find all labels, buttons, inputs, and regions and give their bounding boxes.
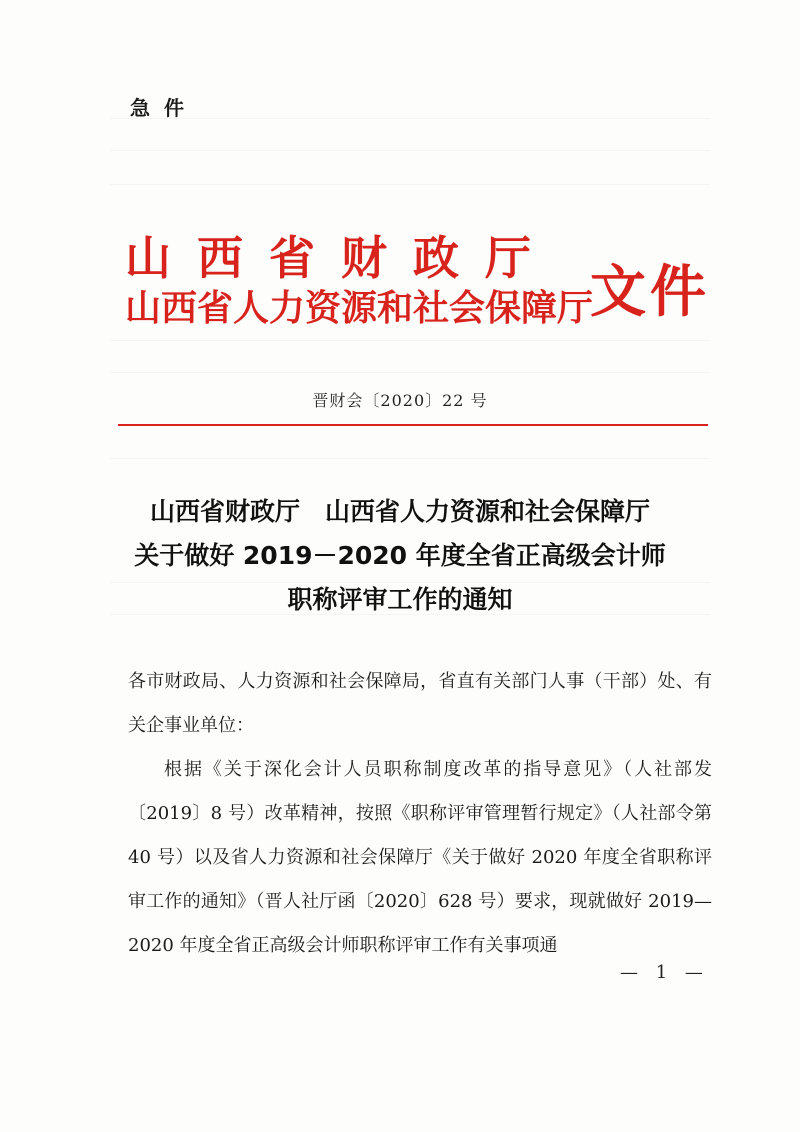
title-line-3: 职称评审工作的通知: [287, 585, 513, 614]
title-line-1: 山西省财政厅 山西省人力资源和社会保障厅: [149, 497, 650, 526]
bleed-through-line: [110, 184, 710, 185]
issuer-header: [125, 232, 593, 332]
bleed-through-line: [110, 150, 710, 151]
body-paragraph: 根据《关于深化会计人员职称制度改革的指导意见》（人社部发〔2019〕8 号）改革精神，按照《职称评审管理暂行规定》（人社部令第 40 号）以及省人力资源和社会保障厅《关于做好 2020 年度全省职称评审工作的通知》（晋人社厅函〔2020〕628 号）要求，现就做好 2019—2020 年度全省正高级会计师职称评审工作有关事项通: [128, 759, 712, 956]
page-number: — 1 —: [620, 962, 709, 983]
title-line-2: 关于做好 2019－2020 年度全省正高级会计师: [134, 541, 666, 570]
document-number: 晋财会〔2020〕22 号: [312, 391, 488, 410]
urgency-label: 急件: [130, 96, 198, 120]
bleed-through-line: [110, 118, 710, 119]
issuer-hr-dept: 山西省人力资源和社会保障厅: [125, 288, 594, 329]
document-title: [0, 490, 800, 622]
bleed-through-line: [110, 458, 710, 459]
salutation: 各市财政局、人力资源和社会保障局，省直有关部门人事（干部）处、有关企事业单位：: [128, 671, 712, 736]
document-body: [128, 660, 712, 968]
bleed-through-line: [110, 340, 710, 341]
document-suffix: 文件: [590, 260, 710, 325]
red-divider-line: [118, 424, 708, 426]
bleed-through-line: [110, 372, 710, 373]
issuer-finance-dept: 山西省财政厅: [125, 231, 557, 285]
